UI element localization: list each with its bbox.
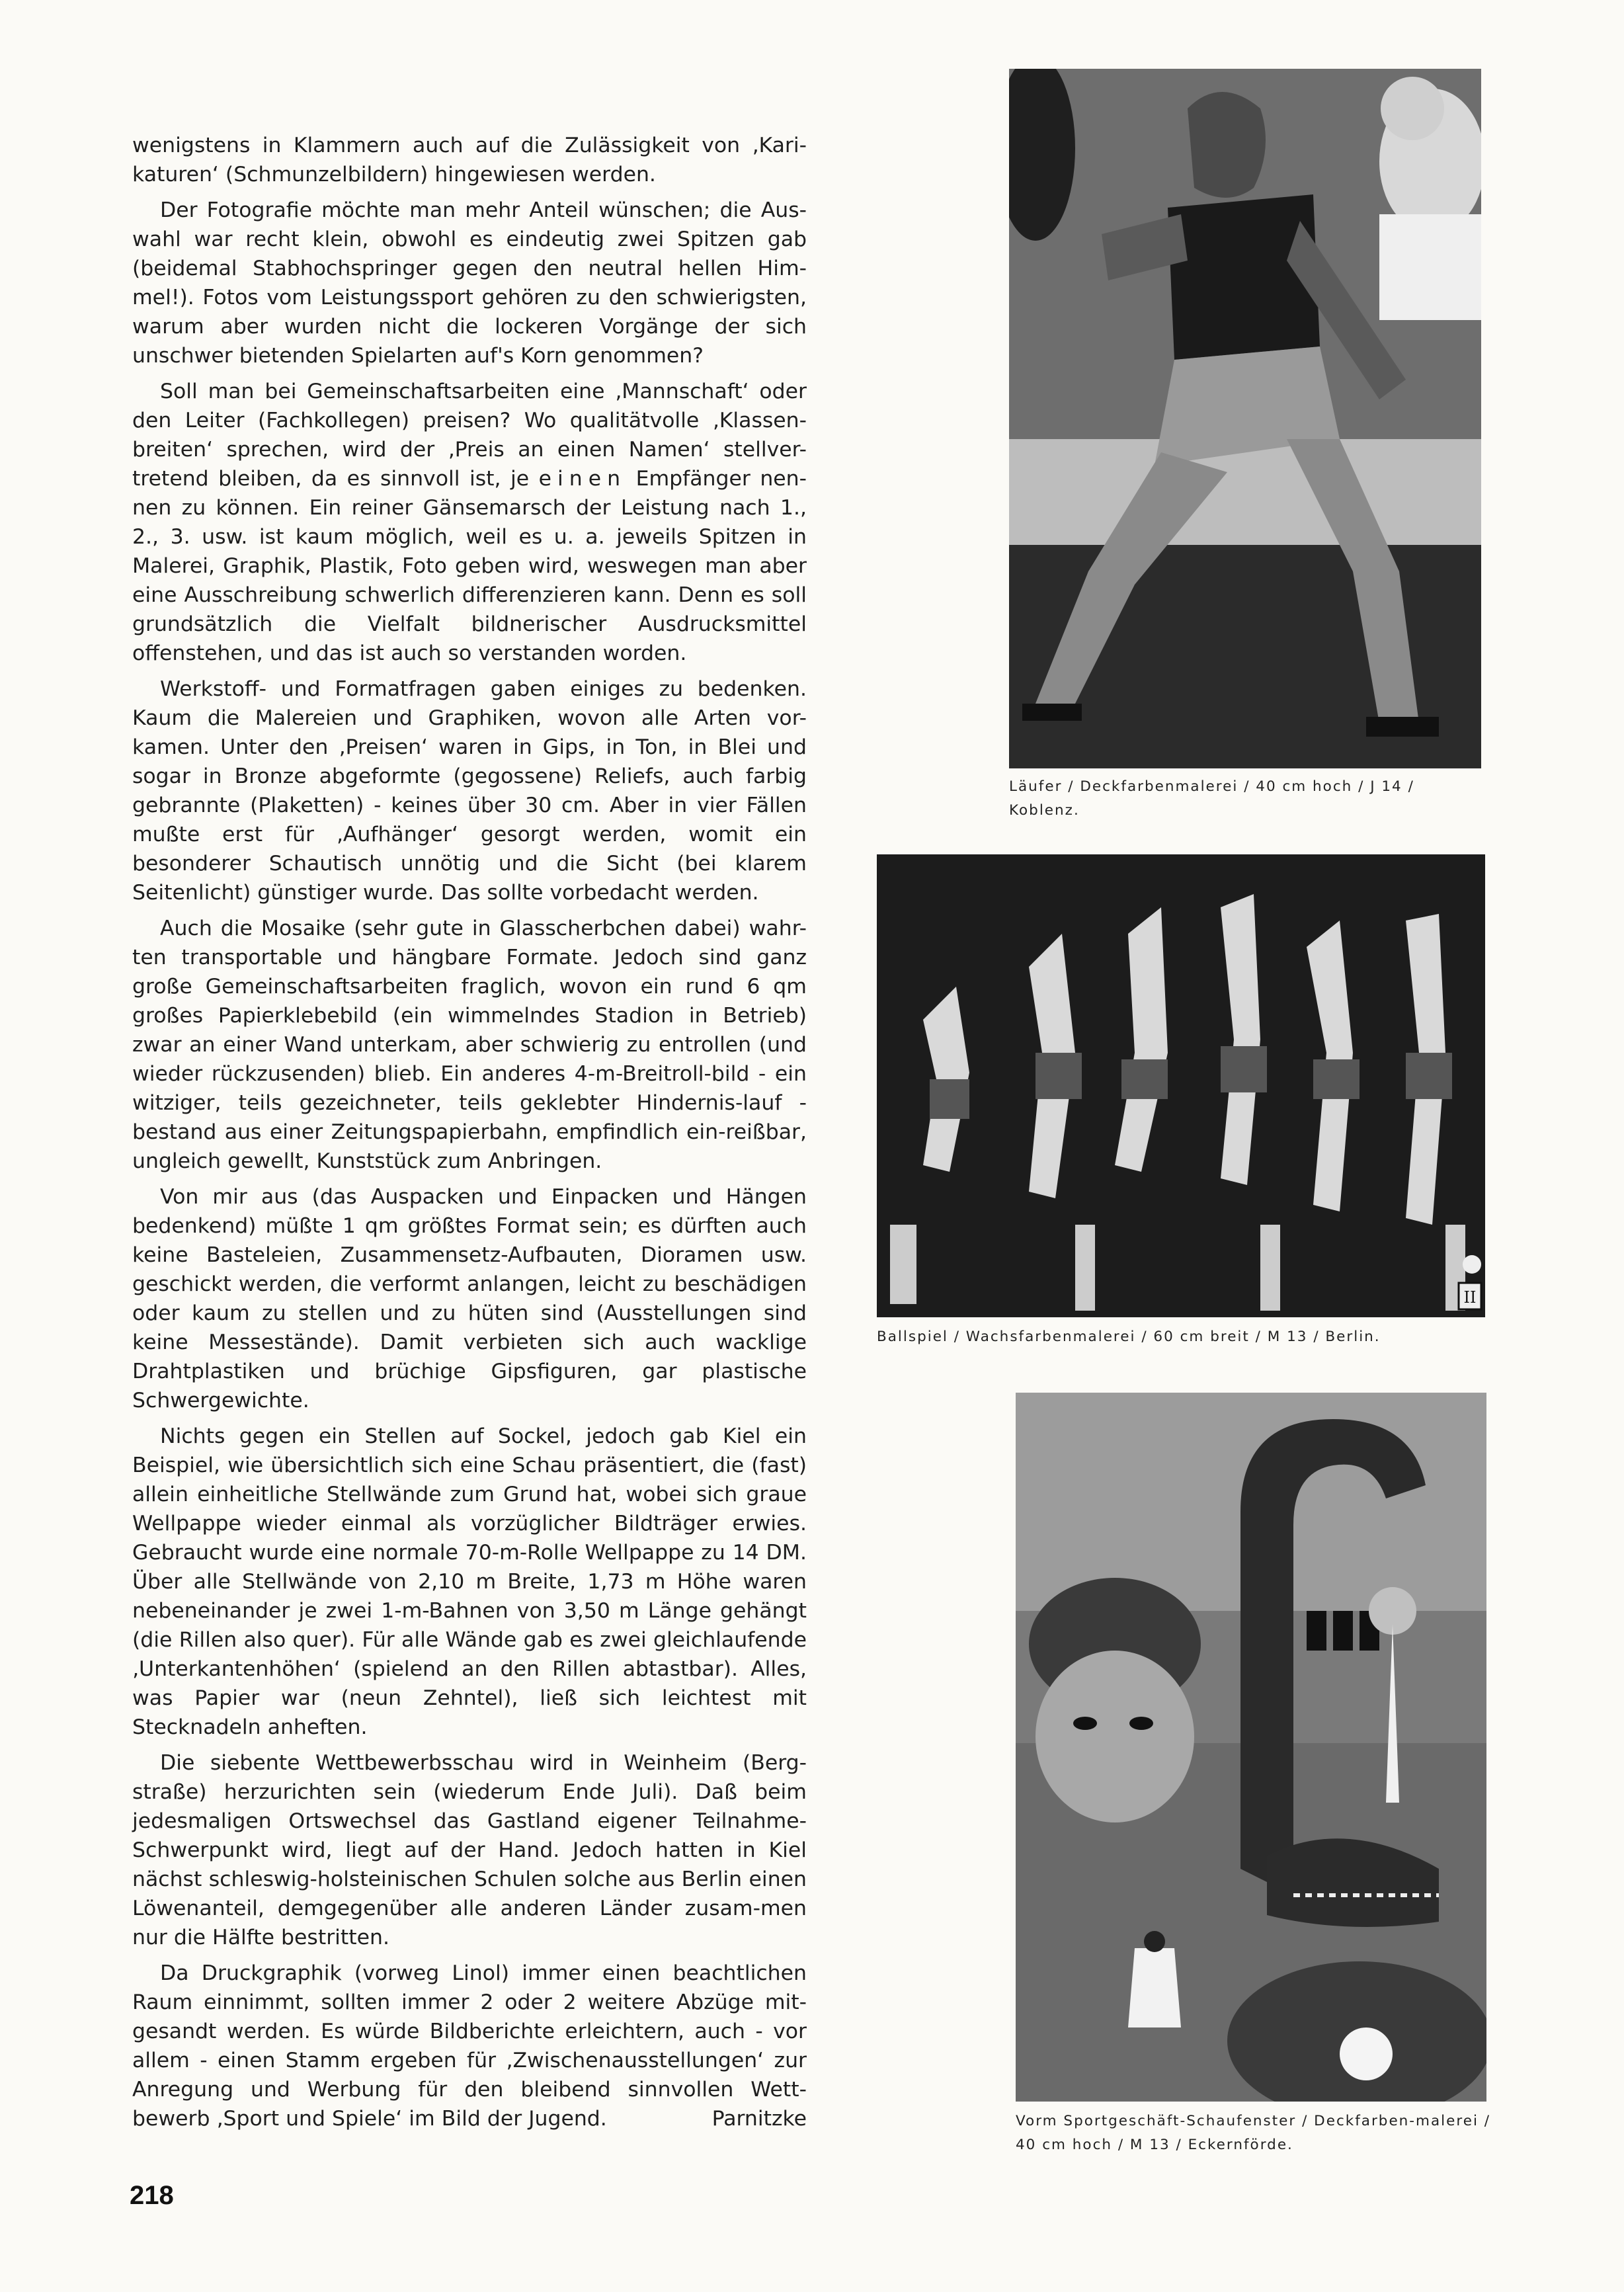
page-number: 218 bbox=[130, 2181, 174, 2210]
figure-runner-painting bbox=[1009, 69, 1481, 768]
shopwindow-painting-illustration bbox=[1016, 1393, 1486, 2102]
article-text-column bbox=[132, 131, 807, 2140]
paragraph-text: Empfänger nen-nen zu können. Ein reiner Gänsemarsch der Leistung nach 1., 2., 3. usw. ist kaum möglich, weil es u. a. jeweils Spitzen in Malerei, Graphik, Plastik, Foto geben wird, weswegen man aber eine Ausschreibung schwerlich differenzieren kann. Denn es soll grundsätzlich die Vielfalt bildnerischer Ausdrucksmittel offenstehen, und das ist auch so verstanden worden. bbox=[132, 467, 807, 665]
corner-mark: II bbox=[1463, 1288, 1477, 1307]
figure-caption-shopwindow: Vorm Sportgeschäft-Schaufenster / Deckfarben-malerei / 40 cm hoch / M 13 / Eckernförde. bbox=[1016, 2113, 1491, 2153]
paragraph bbox=[132, 1959, 807, 2133]
paragraph: Nichts gegen ein Stellen auf Sockel, jedoch gab Kiel ein Beispiel, wie übersichtlich sich eine Schau präsentiert, die (fast) allein einheitliche Stellwände zum Grund hat, wobei sich graue Wellpappe wieder einmal als vorzüglicher Bildträger erwies. Gebraucht wurde eine normale 70-m-Rolle Wellpappe zu 14 DM. Über alle Stellwände von 2,10 m Breite, 1,73 m Höhe waren nebeneinander je zwei 1-m-Bahnen von 3,50 m Länge gehängt (die Rillen also quer). Für alle Wände gab es zwei gleichlaufende ‚Unterkantenhöhen‘ (spielend an den Rillen abtastbar). Alles, was Papier war (neun Zehntel), ließ sich leichtest mit Stecknadeln anheften. bbox=[132, 1424, 807, 1739]
emphasis-text: einen bbox=[538, 467, 627, 491]
runner-painting-illustration bbox=[1009, 69, 1481, 768]
paragraph: Von mir aus (das Auspacken und Einpacken und Hängen bedenkend) müßte 1 qm größtes Format sein; es dürften auch keine Basteleien, Zusammensetz-Aufbauten, Dioramen usw. geschickt werden, die verformt anlangen, leicht zu beschädigen oder kaum zu stellen und zu hüten sind (Ausstellungen sind keine Messestände). Damit verbieten sich auch wacklige Drahtplastiken und brüchige Gipsfiguren, gar plastische Schwergewichte. bbox=[132, 1185, 807, 1412]
paragraph bbox=[132, 377, 807, 668]
paragraph-text: Da Druckgraphik (vorweg Linol) immer einen beachtlichen Raum einnimmt, sollten immer 2 oder 2 weitere Abzüge mit-gesandt werden. Es würde Bildberichte erleichtern, auch - vor allem - einen Stamm ergeben für ‚Zwischenausstellungen‘ zur Anregung und Werbung für den bleibend sinnvollen Wett-bewerb ‚Sport und Spiele‘ im Bild der Jugend. bbox=[132, 1961, 807, 2131]
figure-shopwindow-painting bbox=[1016, 1393, 1486, 2102]
figure-caption-runner: Läufer / Deckfarbenmalerei / 40 cm hoch / J 14 / Koblenz. bbox=[1009, 778, 1414, 819]
figure-caption-ballgame: Ballspiel / Wachsfarbenmalerei / 60 cm breit / M 13 / Berlin. bbox=[877, 1329, 1381, 1345]
paragraph-text: Soll man bei Gemeinschaftsarbeiten eine ‚Mannschaft‘ oder den Leiter (Fachkollegen) preisen? Wo qualitätvolle ‚Klassen-breiten‘ sprechen, wird der ‚Preis an einen Namen‘ stellver-tretend bleiben, da es sinnvoll ist, je bbox=[132, 380, 807, 491]
paragraph: Werkstoff- und Formatfragen gaben einiges zu bedenken. Kaum die Malereien und Graphiken, wovon alle Arten vor-kamen. Unter den ‚Preisen‘ waren in Gips, in Ton, in Blei und sogar in Bronze abgeformte (gegossene) Reliefs, auch farbig gebrannte (Plaketten) - keines über 30 cm. Aber in vier Fällen mußte erst für ‚Aufhänger‘ gesorgt werden, womit ein besonderer Schautisch unnötig und die Sicht (bei klarem Seitenlicht) günstiger wurde. Das sollte vorbedacht werden. bbox=[132, 677, 807, 905]
author-signature: Parnitzke bbox=[711, 2107, 807, 2131]
paragraph: Der Fotografie möchte man mehr Anteil wünschen; die Aus-wahl war recht klein, obwohl es eindeutig zwei Spitzen gab (beidemal Stabhochspringer gegen den neutral hellen Him-mel!). Fotos vom Leistungssport gehören zu den schwierigsten, warum aber wurden nicht die lockeren Vorgänge der sich unschwer bietenden Spielarten auf's Korn genommen? bbox=[132, 198, 807, 368]
paragraph: Auch die Mosaike (sehr gute in Glasscherbchen dabei) wahr-ten transportable und hängbare Formate. Jedoch sind ganz große Gemeinschaftsarbeiten fraglich, wovon ein rund 6 qm großes Papierklebebild (ein wimmelndes Stadion in Betrieb) zwar an einer Wand unterkam, aber schwierig zu entrollen (und wieder rückzusenden) blieb. Ein anderes 4-m-Breitroll-bild - ein witziger, teils gezeichneter, teils geklebter Hindernis-lauf - bestand aus einer Zeitungspapierbahn, empfindlich ein-reißbar, ungleich gewellt, Kunststück zum Anbringen. bbox=[132, 917, 807, 1173]
ballgame-painting-illustration bbox=[877, 854, 1485, 1317]
paragraph: wenigstens in Klammern auch auf die Zulässigkeit von ‚Kari-katuren‘ (Schmunzelbildern) hingewiesen werden. bbox=[132, 134, 807, 186]
figure-ballgame-painting bbox=[877, 854, 1485, 1317]
paragraph: Die siebente Wettbewerbsschau wird in Weinheim (Berg-straße) herzurichten sein (wiederum Ende Juli). Daß beim jedesmaligen Ortswechsel das Gastland eigener Teilnahme-Schwerpunkt wird, liegt auf der Hand. Jedoch hatten in Kiel nächst schleswig-holsteinischen Schulen solche aus Berlin einen Löwenanteil, demgegenüber alle anderen Länder zusam-men nur die Hälfte bestritten. bbox=[132, 1751, 807, 1949]
